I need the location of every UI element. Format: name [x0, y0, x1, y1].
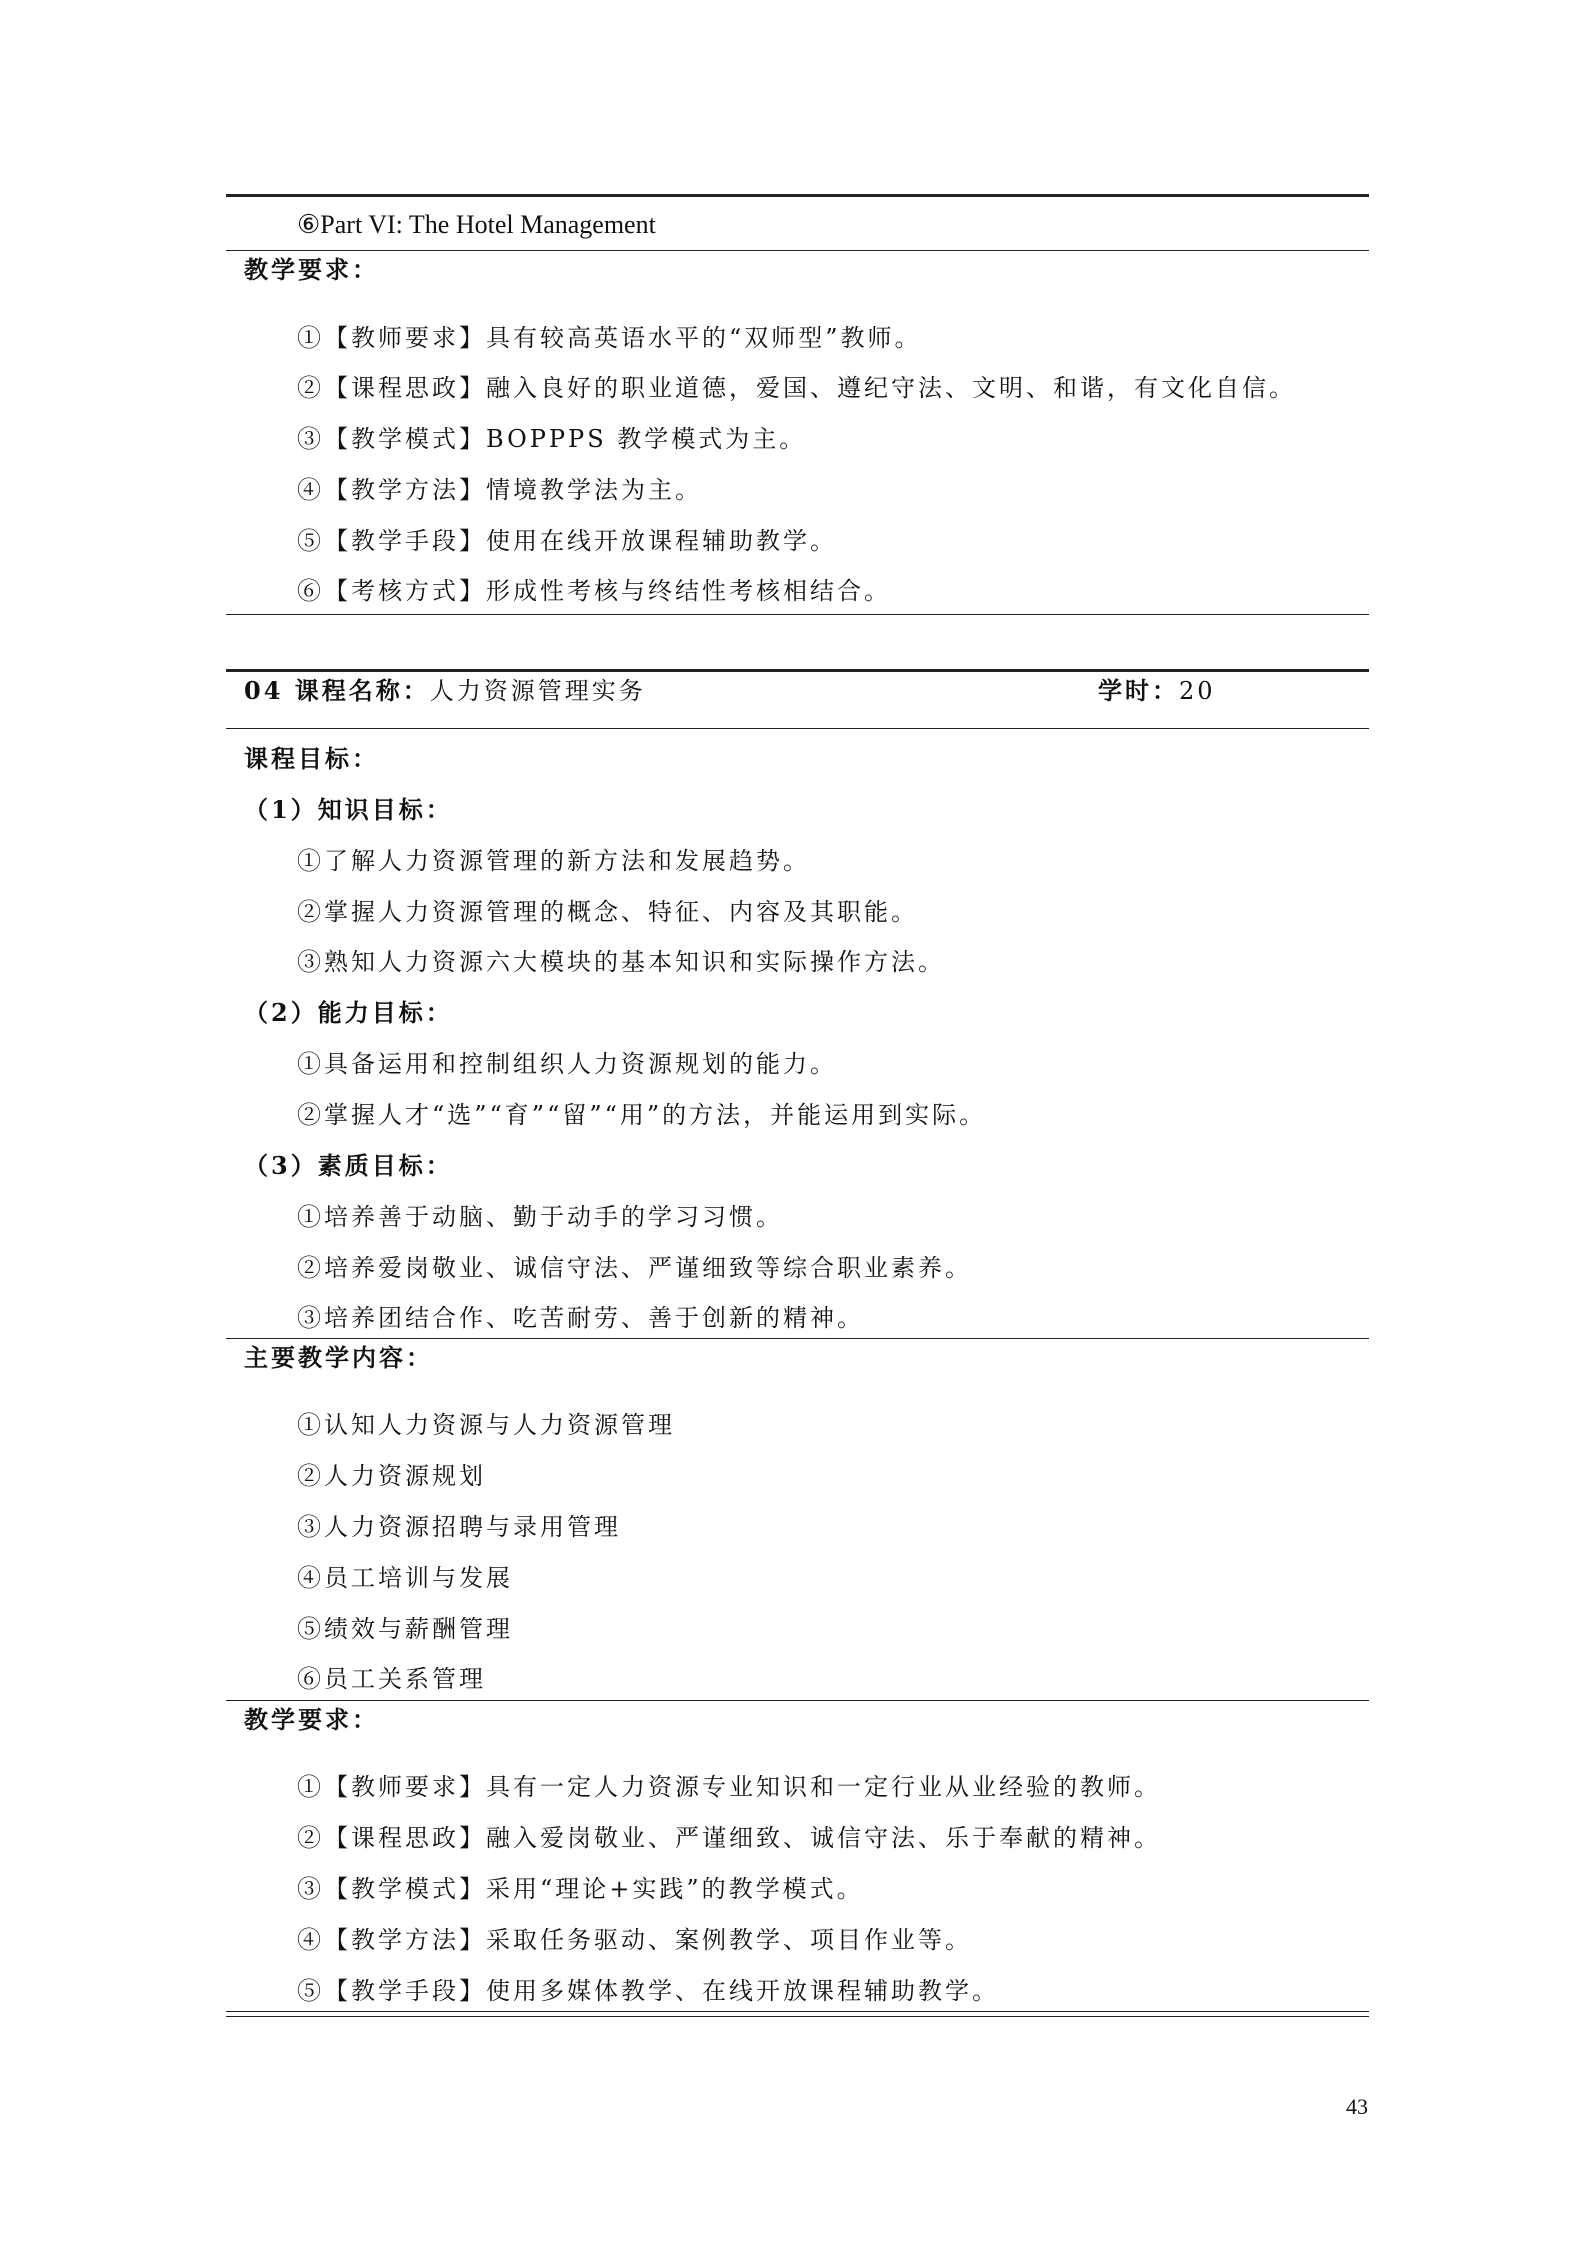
knowledge-item: ②掌握人力资源管理的概念、特征、内容及其职能。: [297, 898, 918, 926]
row-divider: [226, 250, 1369, 251]
req-item: ②【课程思政】融入爱岗敬业、严谨细致、诚信守法、乐于奉献的精神。: [297, 1824, 1161, 1852]
req-item: ⑤【教学手段】使用在线开放课程辅助教学。: [297, 527, 837, 555]
course-number-label: 04 课程名称：: [244, 676, 430, 705]
req-item: ①【教师要求】具有较高英语水平的“双师型”教师。: [297, 324, 922, 352]
table-bottom-border: [226, 2011, 1369, 2012]
knowledge-item: ③熟知人力资源六大模块的基本知识和实际操作方法。: [297, 948, 945, 976]
req-item: ①【教师要求】具有一定人力资源专业知识和一定行业从业经验的教师。: [297, 1773, 1161, 1801]
content-item: ①认知人力资源与人力资源管理: [297, 1411, 675, 1439]
table-bottom-border-double: [226, 2016, 1369, 2017]
course-table-top-border: [226, 669, 1369, 672]
content-item: ③人力资源招聘与录用管理: [297, 1513, 621, 1541]
req-item: ⑤【教学手段】使用多媒体教学、在线开放课程辅助教学。: [297, 1977, 999, 2005]
page-number: 43: [1346, 2094, 1368, 2119]
knowledge-heading: （1）知识目标：: [244, 795, 453, 824]
req-heading-2: 教学要求：: [244, 1705, 379, 1734]
content-item: ②人力资源规划: [297, 1462, 486, 1490]
row-divider: [226, 1338, 1369, 1339]
ability-item: ②掌握人才“选”“育”“留”“用”的方法，并能运用到实际。: [297, 1101, 987, 1129]
quality-heading: （3）素质目标：: [244, 1151, 453, 1180]
quality-item: ①培养善于动脑、勤于动手的学习习惯。: [297, 1203, 783, 1231]
content-item: ⑤绩效与薪酬管理: [297, 1615, 513, 1643]
req-heading-1: 教学要求：: [244, 255, 379, 284]
req-item: ④【教学方法】采取任务驱动、案例教学、项目作业等。: [297, 1926, 972, 1954]
knowledge-item: ①了解人力资源管理的新方法和发展趋势。: [297, 847, 810, 875]
content-item: ⑥员工关系管理: [297, 1665, 486, 1693]
req-item: ③【教学模式】BOPPPS 教学模式为主。: [297, 425, 807, 453]
ability-heading: （2）能力目标：: [244, 998, 453, 1027]
table-top-border: [226, 194, 1369, 197]
req-item: ⑥【考核方式】形成性考核与终结性考核相结合。: [297, 577, 891, 605]
course-name: 人力资源管理实务: [429, 677, 646, 705]
content-heading: 主要教学内容：: [244, 1343, 433, 1372]
course-title-row: [244, 676, 646, 706]
content-item: ④员工培训与发展: [297, 1564, 513, 1592]
content-item-part-vi: ⑥Part VI: The Hotel Management: [297, 210, 656, 239]
req-item: ③【教学模式】采用“理论+实践”的教学模式。: [297, 1875, 864, 1903]
goals-heading: 课程目标：: [244, 744, 379, 773]
row-divider: [226, 728, 1369, 729]
req-item: ②【课程思政】融入良好的职业道德，爱国、遵纪守法、文明、和谐，有文化自信。: [297, 374, 1296, 402]
req-item: ④【教学方法】情境教学法为主。: [297, 476, 702, 504]
table-bottom-border: [226, 614, 1369, 615]
quality-item: ③培养团结合作、吃苦耐劳、善于创新的精神。: [297, 1304, 864, 1332]
course-hours: [1098, 676, 1216, 706]
quality-item: ②培养爱岗敬业、诚信守法、严谨细致等综合职业素养。: [297, 1254, 972, 1282]
ability-item: ①具备运用和控制组织人力资源规划的能力。: [297, 1050, 837, 1078]
row-divider: [226, 1700, 1369, 1701]
hours-label: 学时：: [1098, 676, 1179, 705]
hours-value: 20: [1179, 677, 1216, 705]
